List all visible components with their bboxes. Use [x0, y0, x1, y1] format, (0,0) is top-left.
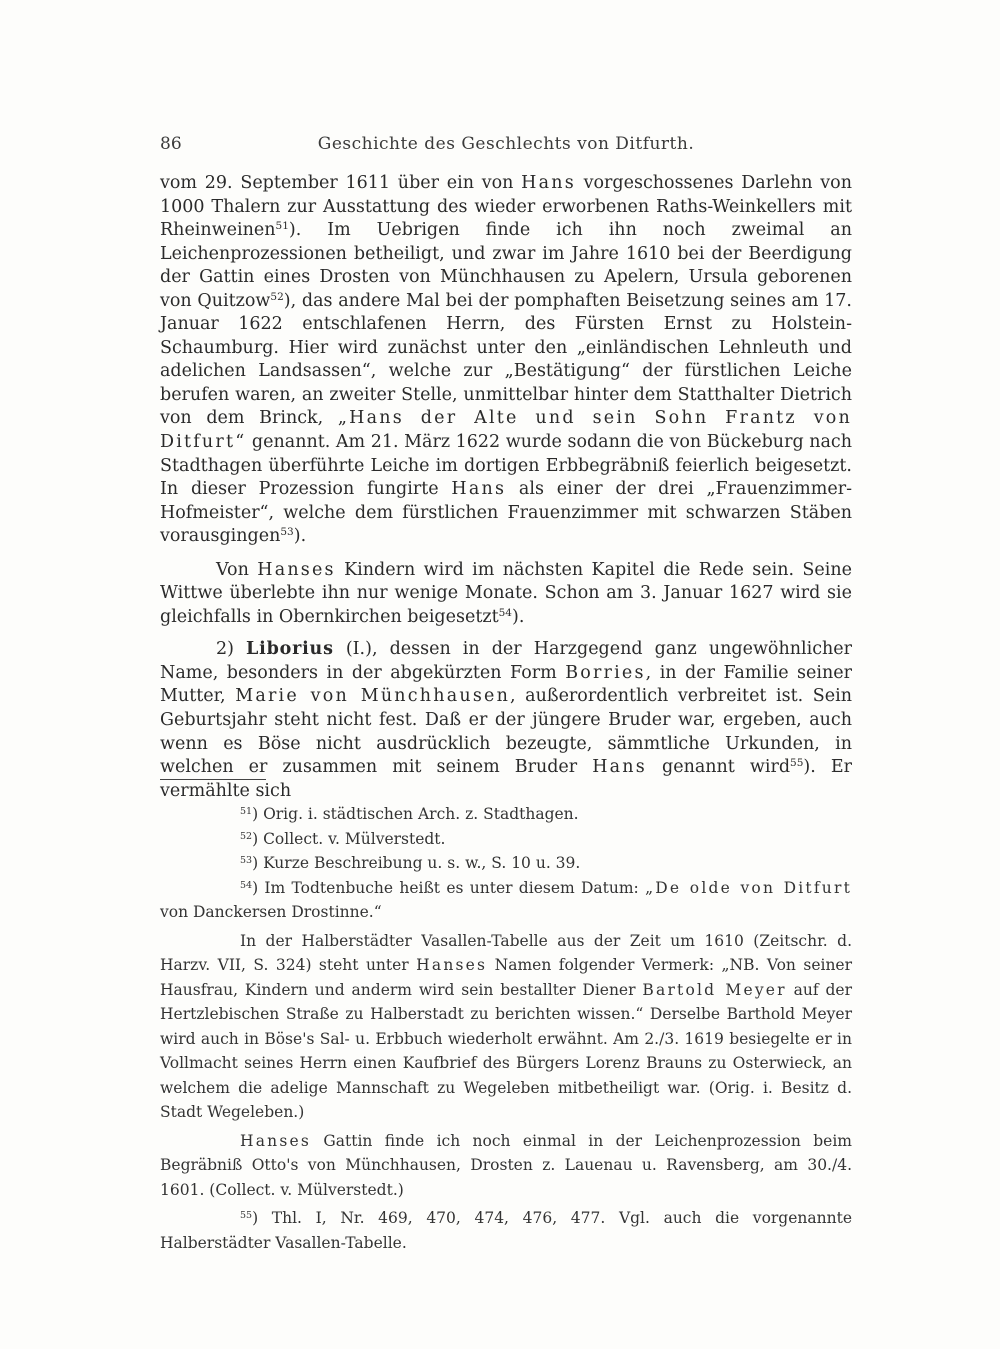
- footnote-mark: 51: [240, 806, 253, 817]
- footnote-ref-54: 54: [498, 606, 512, 619]
- footnote-text: ) Collect. v. Mülverstedt.: [252, 829, 446, 848]
- main-text: [160, 172, 852, 803]
- footnote-text: Namen folgender Vermerk: „NB. Von seiner Hausfrau, Kindern und anderm wird sein bestallter Diener: [160, 956, 853, 999]
- text-run: , in der Familie seiner Mutter,: [160, 662, 852, 707]
- text-run: als einer der drei „Frauenzimmer-Hofmeister“, welche dem fürstlichen Frauenzimmer mit schwarzen Stäben vorausgingen: [160, 479, 852, 547]
- name-hanses: Hanses: [257, 559, 336, 580]
- name-borries: Borries: [565, 662, 646, 683]
- running-title: Geschichte des Geschlechts von Ditfurth.: [317, 134, 695, 154]
- footnotes: [160, 802, 852, 1255]
- name-hanses: Hanses: [416, 956, 488, 974]
- quoted-names: „Hans der Alte und sein Sohn Frantz von Ditfurt“: [160, 408, 852, 453]
- footnote-text: ) Im Todtenbuche heißt es unter diesem Datum:: [252, 878, 646, 897]
- footnote-text: von Danckersen Drostinne.“: [160, 903, 382, 921]
- text-run: (I.), dessen in der Harzgegend ganz ungewöhnlicher Name, besonders in der abgekürzten Form: [160, 639, 852, 683]
- footnote-52: [160, 827, 852, 852]
- footnote-54-continued: [160, 929, 852, 1125]
- name-bartold-meyer: Bartold Meyer: [642, 980, 787, 999]
- footnote-mark: 54: [240, 879, 253, 891]
- name-hans: Hans: [592, 757, 647, 778]
- text-run: 2): [216, 639, 247, 660]
- text-run: Von: [216, 559, 258, 580]
- footnote-ref-53: 53: [280, 526, 294, 539]
- name-hans: Hans: [521, 173, 576, 193]
- paragraph-2: [160, 559, 852, 630]
- footnote-text: Gattin finde ich noch einmal in der Leichenprozession beim Begräbniß Otto's von Münchhausen, Drosten z. Lauenau u. Ravensberg, am 30./4. 1601. (Collect. v. Mülverstedt.): [160, 1131, 852, 1199]
- page-header: [160, 134, 852, 158]
- text-run: ).: [293, 526, 307, 547]
- name-marie: Marie von Münchhausen: [235, 686, 511, 707]
- name-hans: Hans: [451, 479, 507, 500]
- footnote-53: [160, 851, 852, 876]
- text-run: vom 29. September 1611 über ein von: [160, 173, 522, 193]
- footnote-mark: 53: [240, 855, 253, 866]
- footnote-ref-51: 51: [275, 220, 289, 233]
- footnote-quote: „De olde von Ditfurt: [645, 878, 853, 897]
- footnote-mark: 52: [240, 830, 253, 842]
- footnote-text: ) Kurze Beschreibung u. s. w., S. 10 u. 39.: [252, 854, 581, 872]
- text-run: vorgeschossenes Darlehn von 1000 Thalern zur Ausstattung des wieder erworbenen Raths-Weinkellers mit Rheinweinen: [160, 173, 852, 241]
- text-run: genannt wird: [646, 757, 791, 778]
- page-number: 86: [160, 134, 182, 154]
- text-run: ), das andere Mal bei der pomphaften Beisetzung seines am 17. Januar 1622 entschlafenen Herrn, des Fürsten Ernst zu Holstein-Schaumburg. Hier wird zunächst unter den „einländischen Lehnleuth und adelichen Landsassen“, welche zur „Bestätigung“ der fürstlichen Leiche berufen waren, an zweiter Stelle, unmittelbar hinter dem Statthalter Dietrich von dem Brinck,: [160, 290, 852, 429]
- footnote-55: [160, 1206, 852, 1255]
- footnote-ref-55: 55: [790, 757, 804, 770]
- footnote-divider: [160, 779, 266, 780]
- text-run: genannt. Am 21. März 1622 wurde sodann die von Bückeburg nach Stadthagen überführte Leiche im dortigen Erbbegräbniß feierlich beigesetzt. In dieser Prozession fungirte: [160, 432, 852, 500]
- name-liborius: Liborius: [246, 639, 334, 660]
- text-run: ). Er vermählte sich: [160, 757, 853, 801]
- footnote-54: [160, 876, 852, 925]
- footnote-mark: 55: [240, 1210, 253, 1221]
- text-run: , außerordentlich verbreitet ist. Sein Geburtsjahr steht nicht fest. Daß er der jüngere Bruder war, ergeben, auch wenn es Böse nicht ausdrücklich bezeugte, sämmtliche Urkunden, in welchen er zusammen mit seinem Bruder: [160, 686, 852, 778]
- footnote-text: ) Orig. i. städtischen Arch. z. Stadthagen.: [252, 805, 579, 823]
- footnote-ref-52: 52: [270, 290, 284, 303]
- text-run: ). Im Uebrigen finde ich ihn noch zweimal an Leichenprozessionen betheiligt, und zwar im Jahre 1610 bei der Beerdigung der Gattin eines Drosten von Münchhausen zu Apelern, Ursula geborenen von Quitzow: [160, 220, 852, 311]
- text-run: Kindern wird im nächsten Kapitel die Rede sein. Seine Wittwe überlebte ihn nur wenige Monate. Schon am 3. Januar 1627 wird sie gleichfalls in Obernkirchen beigesetzt: [160, 559, 852, 627]
- name-hanses: Hanses: [240, 1131, 312, 1150]
- footnote-text: In der Halberstädter Vasallen-Tabelle aus der Zeit um 1610 (Zeitschr. d. Harzv. VII, S. 324) steht unter: [160, 931, 852, 974]
- paragraph-1: [160, 172, 852, 549]
- footnote-text: auf der Hertzlebischen Straße zu Halberstadt zu berichten wissen.“ Derselbe Barthold Meyer wird auch in Böse's Sal- u. Erbbuch wiederholt erwähnt. Am 2./3. 1619 besiegelte er in Vollmacht seines Herrn einen Kaufbrief des Bürgers Lorenz Brauns zu Osterwieck, an welchem die adelige Mannschaft zu Wegeleben mitbetheiligt war. (Orig. i. Besitz d. Stadt Wegeleben.): [160, 980, 853, 1121]
- footnote-54-continued-2: [160, 1129, 852, 1203]
- footnote-text: ) Thl. I, Nr. 469, 470, 474, 476, 477. Vgl. auch die vorgenannte Halberstädter Vasallen-Tabelle.: [160, 1209, 852, 1252]
- footnote-51: [160, 802, 852, 827]
- text-run: ).: [512, 606, 525, 627]
